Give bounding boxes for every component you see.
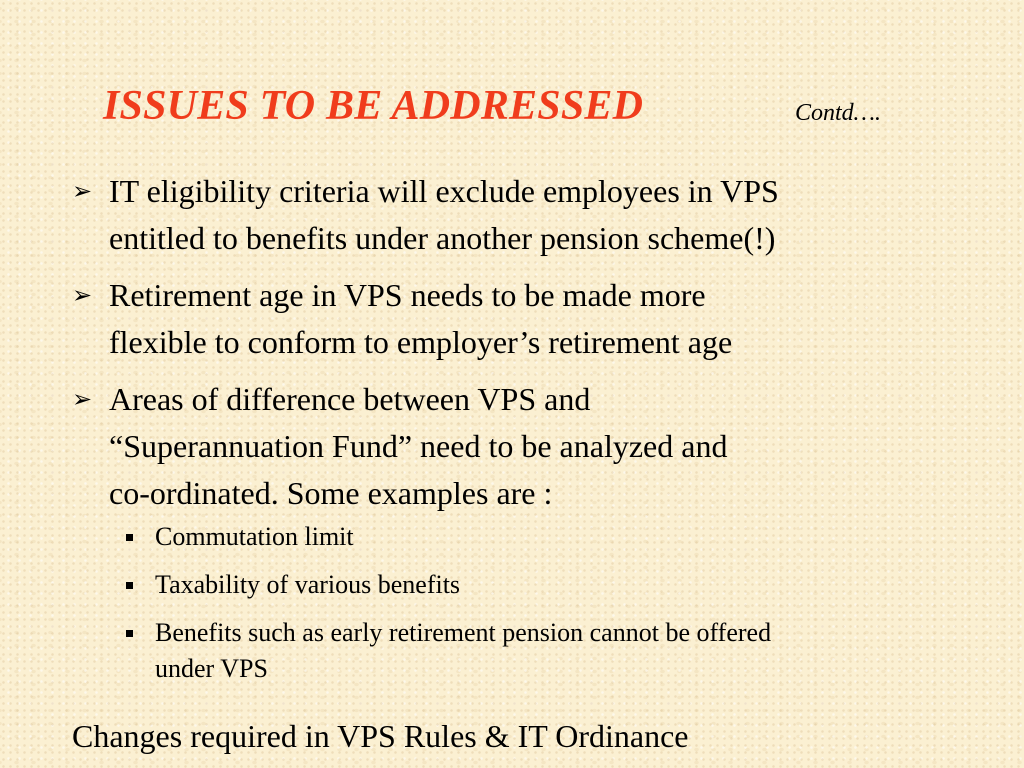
- square-bullet-icon: [126, 534, 133, 541]
- continued-label: Contd….: [795, 100, 882, 126]
- bullet-line: “Superannuation Fund” need to be analyzed and: [109, 428, 728, 464]
- arrow-bullet-icon: ➢: [72, 177, 93, 205]
- sub-bullet-line: under VPS: [155, 654, 268, 683]
- sub-bullet-list: [115, 519, 972, 687]
- bullet-line: Retirement age in VPS needs to be made more: [109, 277, 706, 313]
- sub-bullet-item: [115, 567, 972, 603]
- sub-bullet-line: Commutation limit: [155, 522, 354, 551]
- sub-bullet-line: Benefits such as early retirement pension cannot be offered: [155, 618, 772, 647]
- bullet-line: entitled to benefits under another pension scheme(!): [109, 220, 776, 256]
- bullet-item: [72, 168, 972, 262]
- arrow-bullet-icon: ➢: [72, 281, 93, 309]
- bullet-line: Areas of difference between VPS and: [109, 381, 591, 417]
- sub-bullet-item: [115, 615, 972, 687]
- slide-title: ISSUES TO BE ADDRESSED: [103, 83, 644, 129]
- square-bullet-icon: [126, 582, 133, 589]
- bullet-item: [72, 272, 972, 366]
- bullet-line: flexible to conform to employer’s retirement age: [109, 324, 733, 360]
- bullet-line: IT eligibility criteria will exclude employees in VPS: [109, 173, 779, 209]
- bullet-item: [72, 376, 972, 687]
- sub-bullet-line: Taxability of various benefits: [155, 570, 461, 599]
- square-bullet-icon: [126, 630, 133, 637]
- bullet-line: co-ordinated. Some examples are :: [109, 475, 553, 511]
- conclusion-text: Changes required in VPS Rules & IT Ordinance: [72, 718, 689, 754]
- bullet-list: [72, 168, 972, 699]
- arrow-bullet-icon: ➢: [72, 385, 93, 413]
- sub-bullet-item: [115, 519, 972, 555]
